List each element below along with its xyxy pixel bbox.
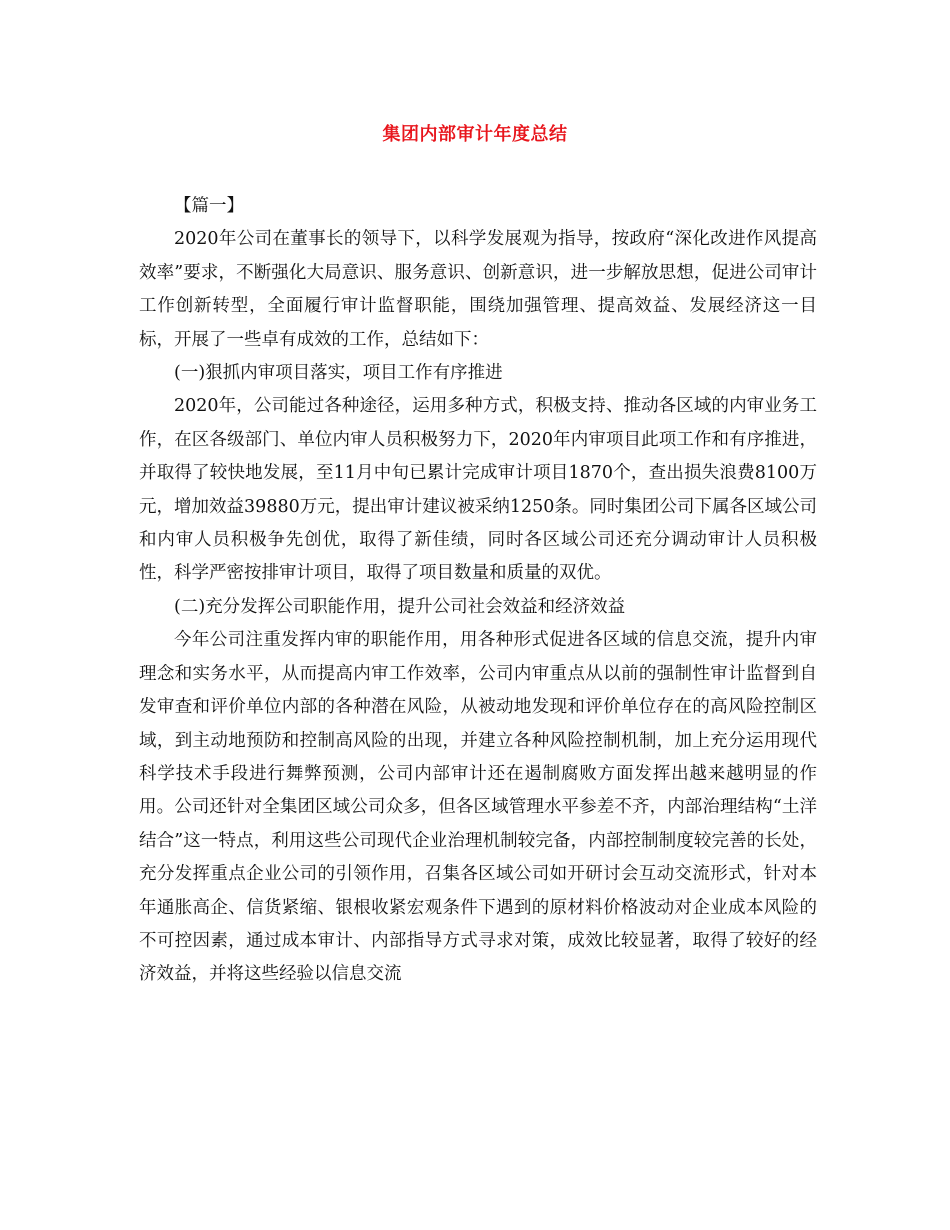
document-title: 集团内部审计年度总结 [382, 124, 568, 145]
intro-paragraph: 2020年公司在董事长的领导下，以科学发展观为指导，按政府“深化改进作风提高效率”要求，不断强化大局意识、服务意识、创新意识，进一步解放思想，促进公司审计工作创新转型，全面履行审计监督职能，围绕加强管理、提高效益、发展经济这一目标，开展了一些卓有成效的工作，总结如下： [139, 229, 817, 350]
section-2-paragraph: 今年公司注重发挥内审的职能作用，用各种形式促进各区域的信息交流，提升内审理念和实务水平，从而提高内审工作效率，公司内审重点从以前的强制性审计监督到自发审查和评价单位内部的各种潜在风险，从被动地发现和评价单位存在的高风险控制区域，到主动地预防和控制高风险的出现，并建立各种风险控制机制，加上充分运用现代科学技术手段进行舞弊预测，公司内部审计还在遏制腐败方面发挥出越来越明显的作用。公司还针对全集团区域公司众多，但各区域管理水平参差不齐，内部治理结构“土洋结合”这一特点，利用这些公司现代企业治理机制较完备，内部控制制度较完善的长处，充分发挥重点企业公司的引领作用，召集各区域公司如开研讨会互动交流形式，针对本年通胀高企、信货紧缩、银根收紧宏观条件下遇到的原材料价格波动对企业成本风险的不可控因素，通过成本审计、内部指导方式寻求对策，成效比较显著，取得了较好的经济效益，并将这些经验以信息交流 [139, 630, 817, 985]
section-heading-1: (一)狠抓内审项目落实，项目工作有序推进 [174, 363, 503, 384]
section-1-paragraph: 2020年，公司能过各种途径，运用多种方式，积极支持、推动各区域的内审业务工作，在区各级部门、单位内审人员积极努力下，2020年内审项目此项工作和有序推进，并取得了较快地发展，至11月中旬已累计完成审计项目1870个，查出损失浪费8100万元，增加效益39880万元，提出审计建议被采纳1250条。同时集团公司下属各区域公司和内审人员积极争先创优，取得了新佳绩，同时各区域公司还充分调动审计人员积极性，科学严密按排审计项目，取得了项目数量和质量的双优。 [139, 396, 817, 584]
document-body [139, 190, 817, 992]
section-heading-2: (二)充分发挥公司职能作用，提升公司社会效益和经济效益 [174, 596, 626, 617]
section-label: 【篇一】 [174, 196, 244, 216]
